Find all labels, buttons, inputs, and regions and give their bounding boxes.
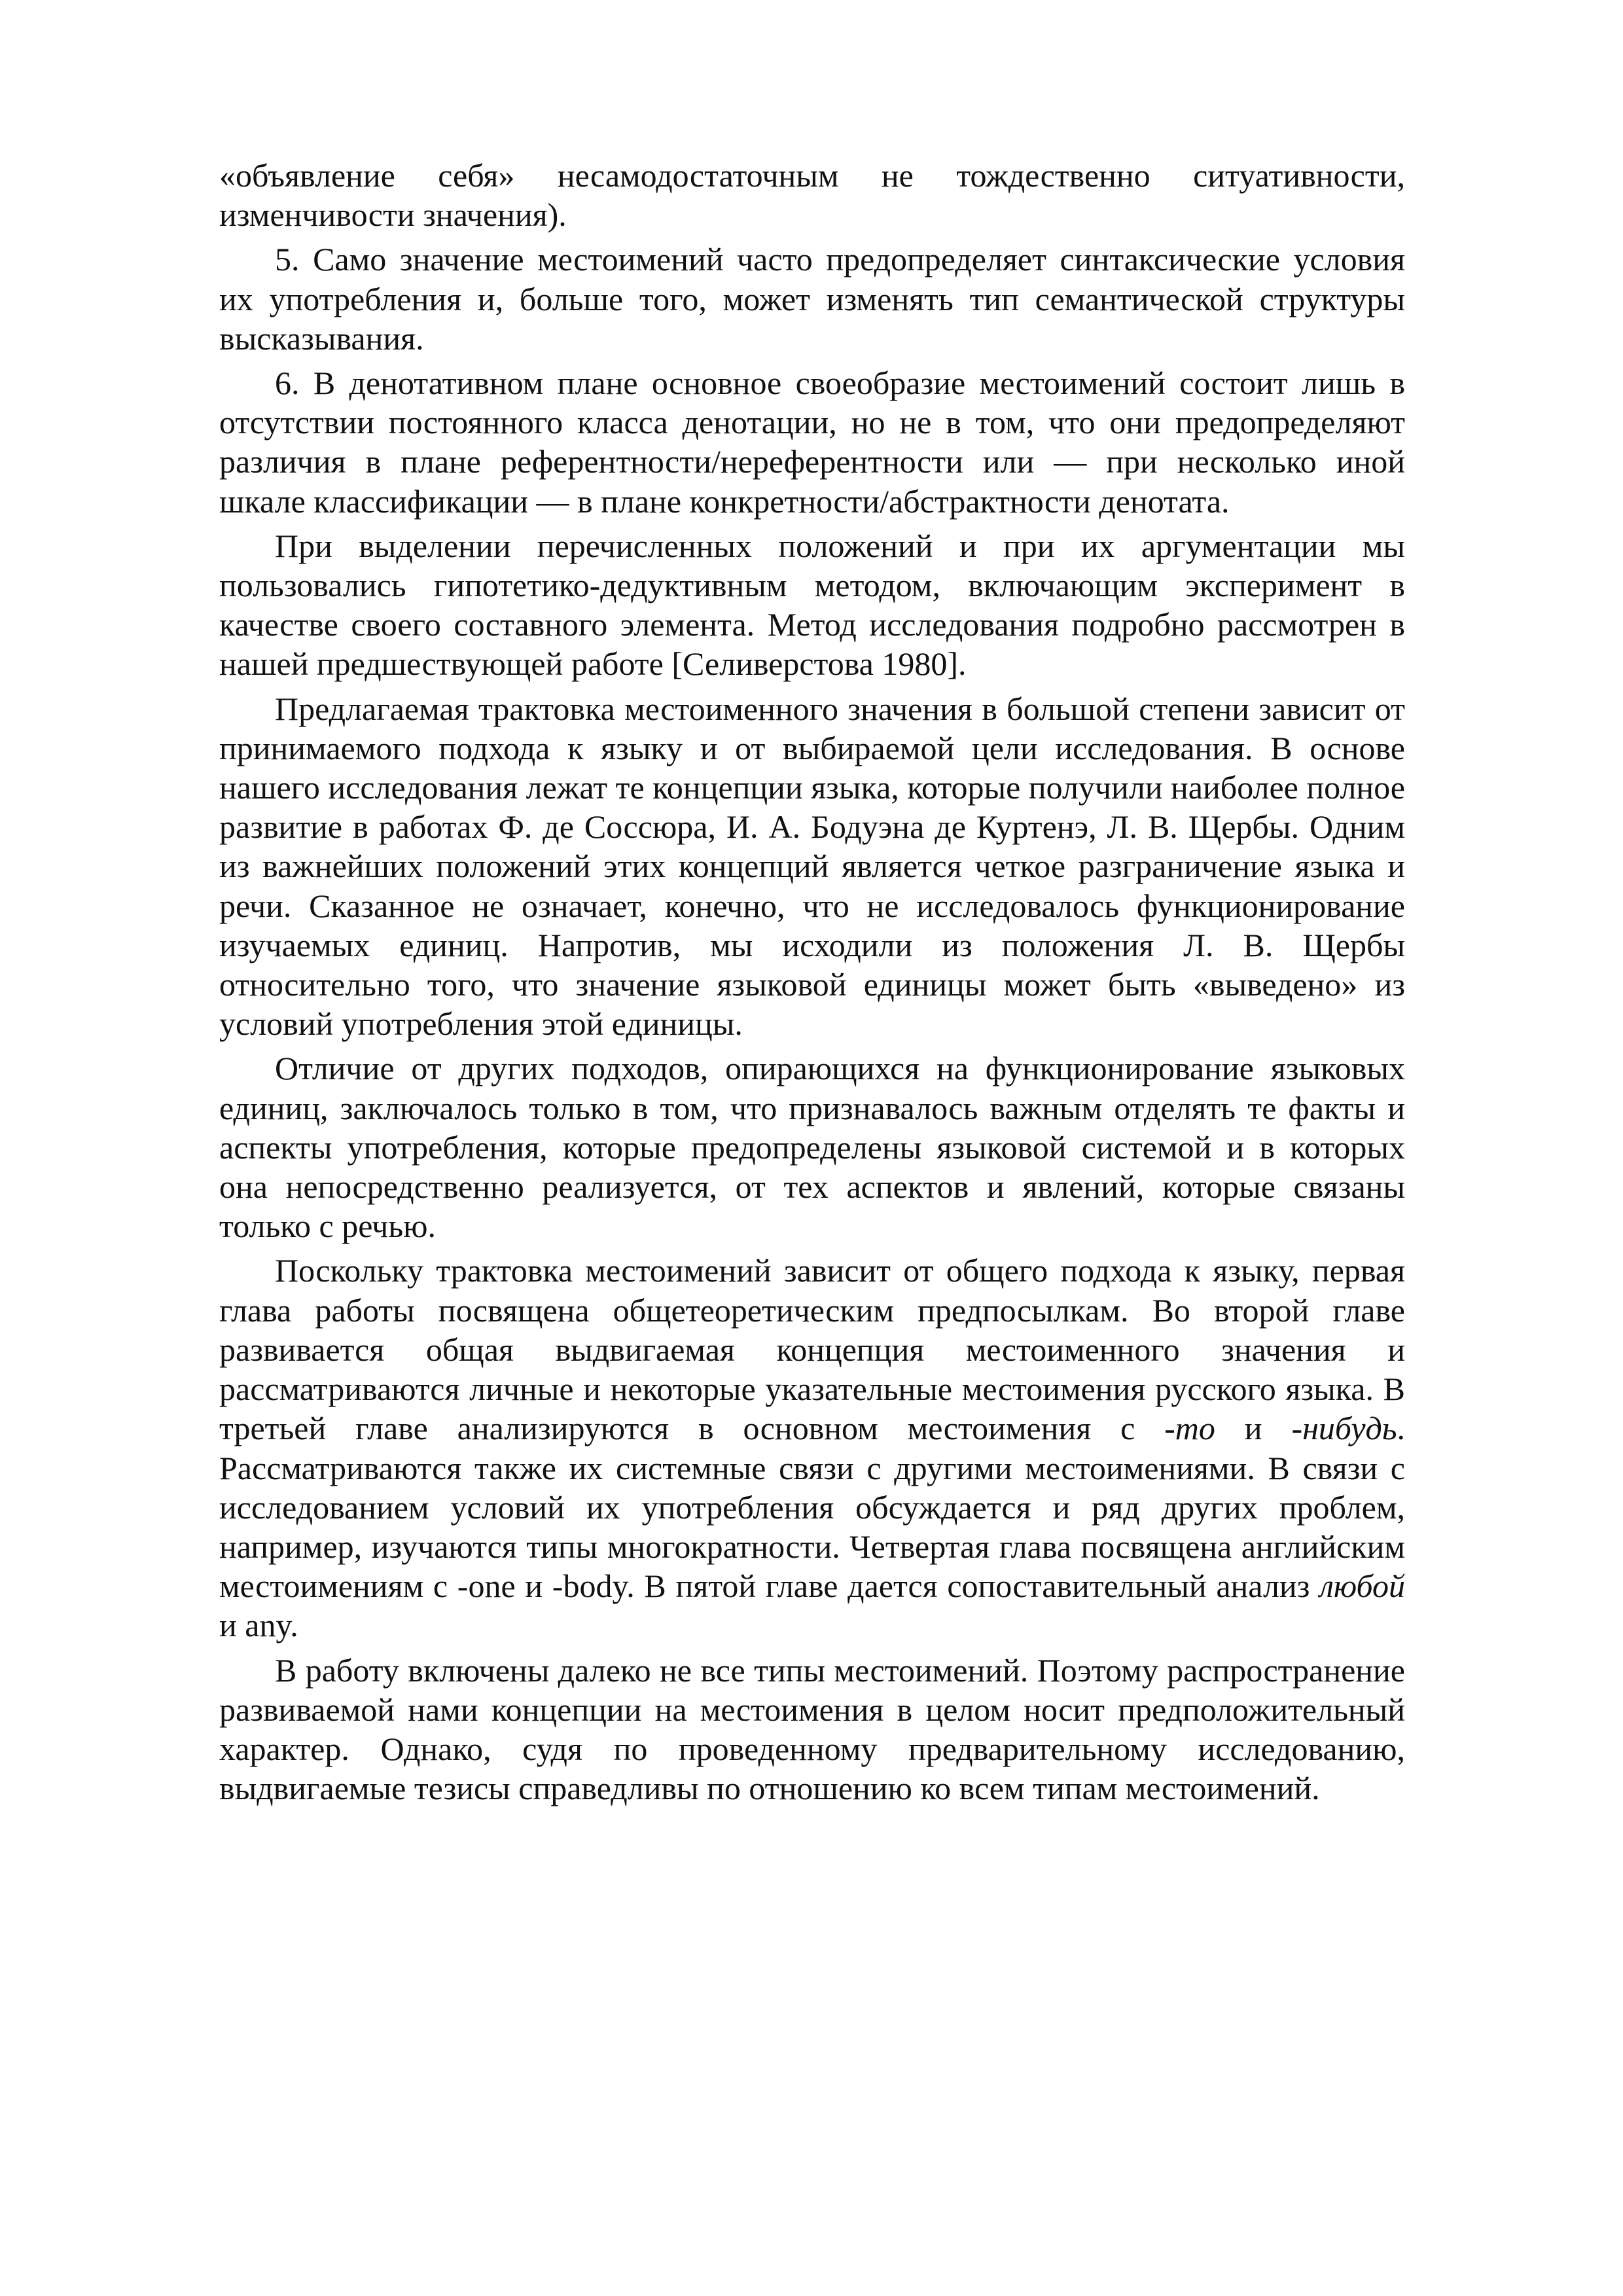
italic-term: -нибудь [1291,1410,1397,1447]
paragraph-structure [219,1251,1405,1645]
paragraph-method [219,526,1405,684]
italic-term: -то [1164,1410,1215,1447]
text-run: В работу включены далеко не все типы местоимений. Поэтому распространение развиваемой нами концепции на местоимения в целом носит предположительный характер. Однако, судя по проведенному предварительному исследованию, выдвигаемые тезисы справедливы по отношению ко всем типам местоимений. [219,1651,1405,1807]
text-run: . Рассматриваются также их системные связи с другими местоимениями. В связи с исследованием условий их употребления обсуждается и ряд других проблем, например, изучаются типы многократности. Четвертая глава посвящена английским местоимениям с -one и -body. В пятой главе дается сопоставительный анализ [219,1410,1405,1605]
paragraph-scope [219,1651,1405,1808]
paragraph-approach [219,689,1405,1044]
body-text [219,156,1405,1813]
text-run: «объявление себя» несамодостаточным не тождественно ситуативности, изменчивости значения). [219,157,1405,234]
paragraph-continuation [219,156,1405,234]
paragraph-item-6 [219,363,1405,521]
text-run: При выделении перечисленных положений и при их аргументации мы пользовались гипотетико-дедуктивным методом, включающим эксперимент в качестве своего составного элемента. Метод исследования подробно рассмотрен в нашей предшествующей работе [Селиверстова 1980]. [219,527,1405,683]
text-run: и [1215,1410,1292,1447]
text-run: 5. Само значение местоимений часто предопределяет синтаксические условия их употребления и, больше того, может изменять тип семантической структуры высказывания. [219,241,1405,357]
paragraph-item-5 [219,240,1405,358]
paragraph-difference [219,1049,1405,1246]
text-run: Отличие от других подходов, опирающихся на функционирование языковых единиц, заключалось только в том, что признавалось важным отделять те факты и аспекты употребления, которые предопределены языковой системой и в которых она непосредственно реализуется, от тех аспектов и явлений, которые связаны только с речью. [219,1050,1405,1245]
text-run: 6. В денотативном плане основное своеобразие местоимений состоит лишь в отсутствии постоянного класса денотации, но не в том, что они предопределяют различия в плане референтности/нереферентности или — при несколько иной шкале классификации — в плане конкретности/абстрактности денотата. [219,365,1405,520]
italic-term: любой [1319,1568,1405,1605]
text-run: Поскольку трактовка местоимений зависит от общего подхода к языку, первая глава работы посвящена общетеоретическим предпосылкам. Во второй главе развивается общая выдвигаемая концепция местоименного значения и рассматриваются личные и некоторые указательные местоимения русского языка. В третьей главе анализируются в основном местоимения с [219,1252,1405,1447]
text-run: и any. [219,1607,298,1644]
text-run: Предлагаемая трактовка местоименного значения в большой степени зависит от принимаемого подхода к языку и от выбираемой цели исследования. В основе нашего исследования лежат те концепции языка, которые получили наиболее полное развитие в работах Ф. де Соссюра, И. А. Бодуэна де Куртенэ, Л. В. Щербы. Одним из важнейших положений этих концепций является четкое разграничение языка и речи. Сказанное не означает, конечно, что не исследовалось функционирование изучаемых единиц. Напротив, мы исходили из положения Л. В. Щербы относительно того, что значение языковой единицы может быть «выведено» из условий употребления этой единицы. [219,690,1405,1043]
